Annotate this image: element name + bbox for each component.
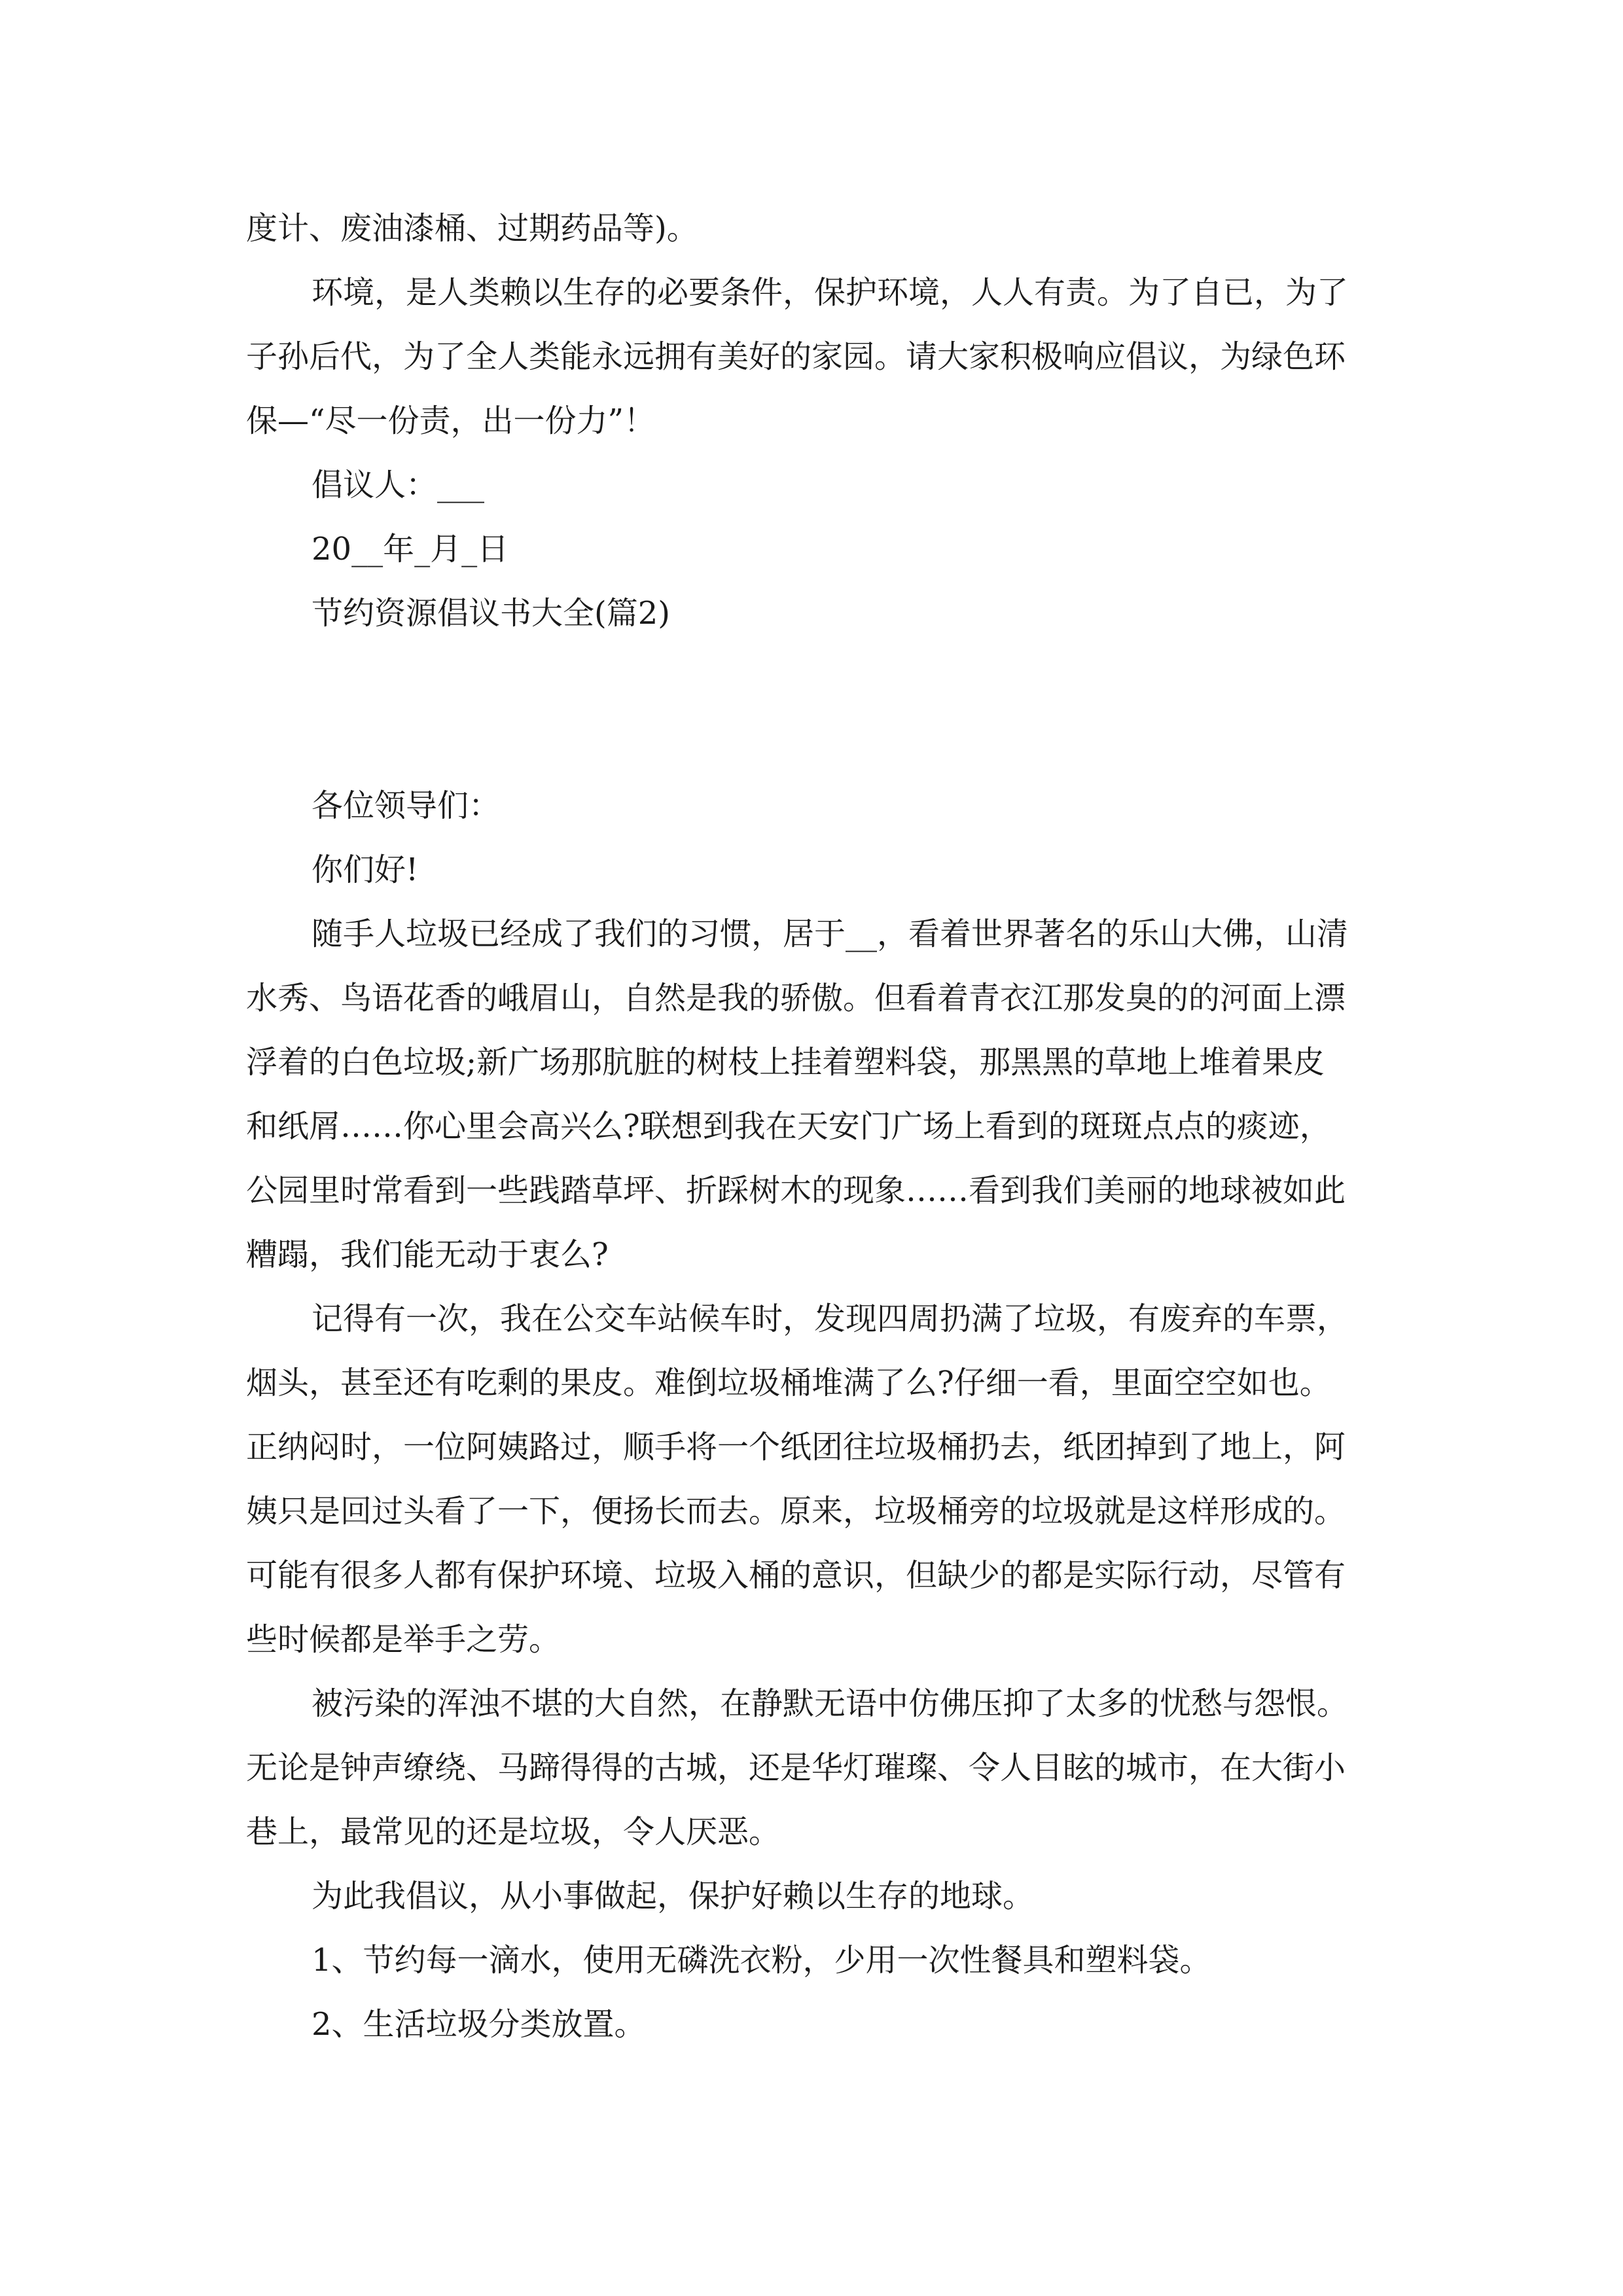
signer-line: 倡议人：___	[312, 467, 485, 503]
paragraph-2-line: 正纳闷时，一位阿姨路过，顺手将一个纸团往垃圾桶扔去，纸团掉到了地上，阿	[246, 1429, 1346, 1465]
paragraph-2-line: 记得有一次，我在公交车站候车时，发现四周扔满了垃圾，有废弃的车票，	[312, 1300, 1349, 1337]
section-title: 节约资源倡议书大全(篇2)	[312, 595, 670, 632]
paragraph-3-line: 被污染的浑浊不堪的大自然，在静默无语中仿佛压抑了太多的忧愁与怨恨。	[312, 1685, 1349, 1722]
salutation: 各位领导们：	[312, 787, 501, 824]
list-item-2: 2、生活垃圾分类放置。	[312, 2006, 646, 2043]
paragraph-1-line: 随手人垃圾已经成了我们的习惯，居于__，看着世界著名的乐山大佛，山清	[312, 916, 1349, 952]
paragraph-3-line: 无论是钟声缭绕、马蹄得得的古城，还是华灯璀璨、令人目眩的城市，在大街小	[246, 1749, 1346, 1786]
document-page	[246, 196, 1385, 2056]
closing-paragraph-line: 保—“尽一份责，出一份力”！	[246, 403, 656, 439]
closing-paragraph-line: 环境，是人类赖以生存的必要条件，保护环境，人人有责。为了自已，为了	[312, 274, 1349, 311]
closing-paragraph-line: 子孙后代，为了全人类能永远拥有美好的家园。请大家积极响应倡议，为绿色环	[246, 338, 1346, 375]
paragraph-2-line: 可能有很多人都有保护环境、垃圾入桶的意识，但缺少的都是实际行动，尽管有	[246, 1557, 1346, 1594]
paragraph-2-line: 些时候都是举手之劳。	[246, 1621, 561, 1658]
section-gap	[246, 645, 1385, 774]
greeting: 你们好!	[312, 852, 419, 888]
paragraph-2-line: 姨只是回过头看了一下，便扬长而去。原来，垃圾桶旁的垃圾就是这样形成的。	[246, 1493, 1346, 1530]
list-item-1: 1、节约每一滴水，使用无磷洗衣粉，少用一次性餐具和塑料袋。	[312, 1942, 1211, 1979]
paragraph-1-line: 公园里时常看到一些践踏草坪、折踩树木的现象……看到我们美丽的地球被如此	[246, 1172, 1346, 1209]
date-line: 20__年_月_日	[312, 531, 509, 567]
intro-tail-line: 度计、废油漆桶、过期药品等)。	[246, 210, 698, 247]
paragraph-1-line: 糟蹋，我们能无动于衷么?	[246, 1236, 609, 1273]
paragraph-3-line: 巷上，最常见的还是垃圾，令人厌恶。	[246, 1814, 781, 1850]
paragraph-2-line: 烟头，甚至还有吃剩的果皮。难倒垃圾桶堆满了么?仔细一看，里面空空如也。	[246, 1365, 1331, 1401]
paragraph-1-line: 水秀、鸟语花香的峨眉山，自然是我的骄傲。但看着青衣江那发臭的的河面上漂	[246, 980, 1346, 1016]
paragraph-1-line: 和纸屑……你心里会高兴么?联想到我在天安门广场上看到的斑斑点点的痰迹，	[246, 1108, 1331, 1145]
proposal-line: 为此我倡议，从小事做起，保护好赖以生存的地球。	[312, 1878, 1035, 1914]
paragraph-1-line: 浮着的白色垃圾;新广场那肮脏的树枝上挂着塑料袋，那黑黑的草地上堆着果皮	[246, 1044, 1325, 1081]
